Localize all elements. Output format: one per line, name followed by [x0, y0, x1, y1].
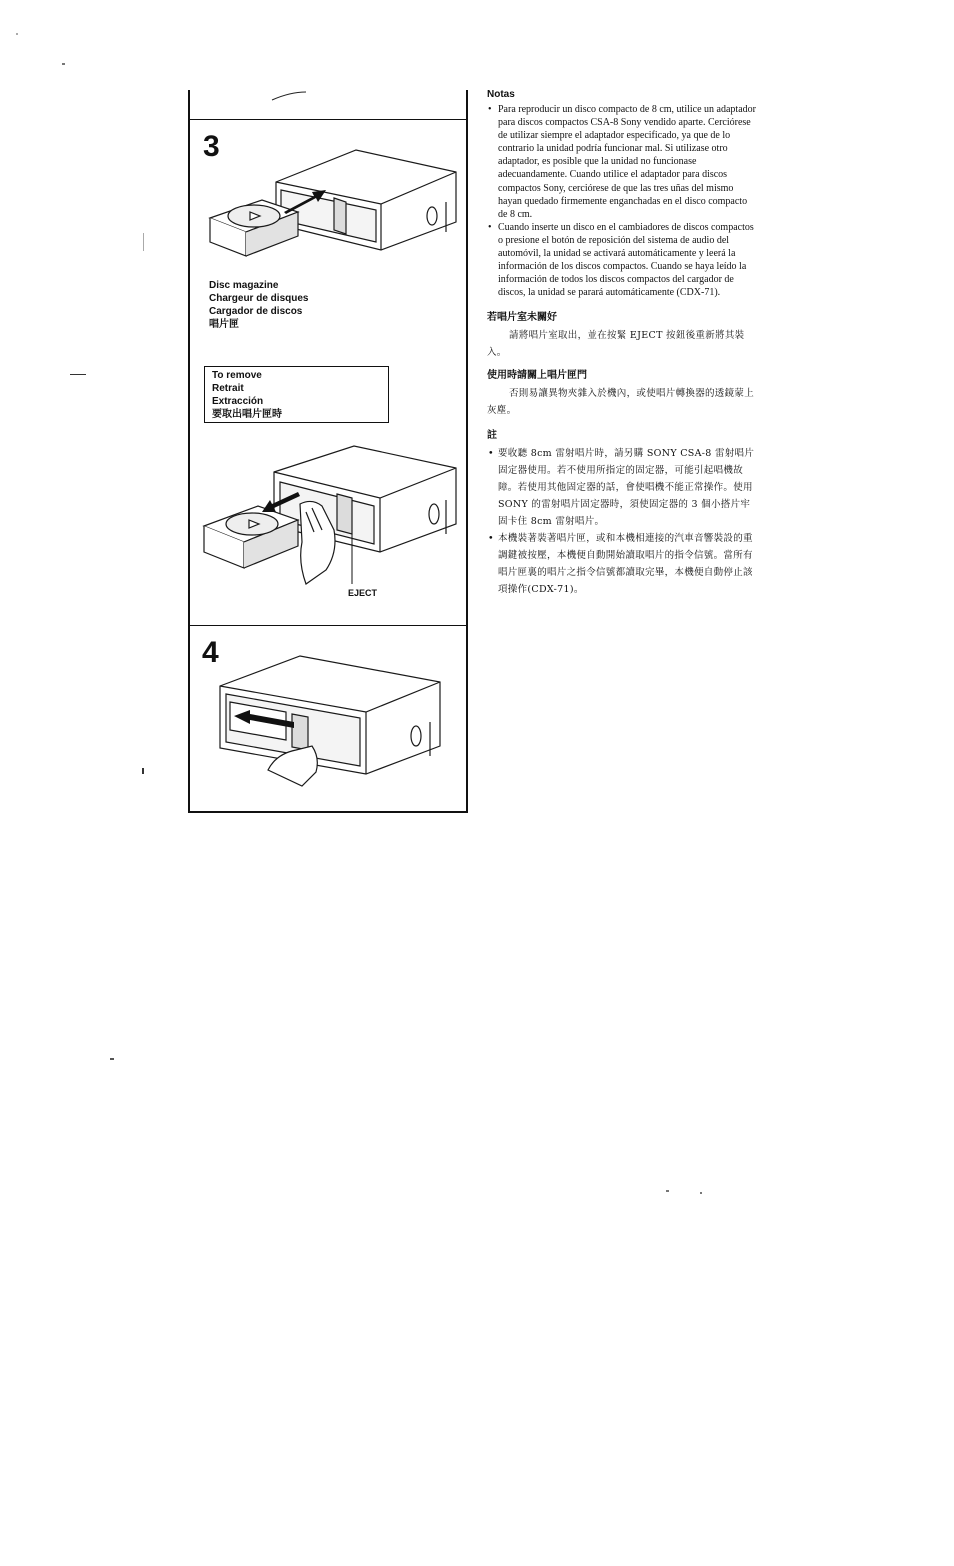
scribble-mark: [270, 90, 310, 104]
caption-line: Cargador de discos: [209, 306, 303, 317]
zh-notes-list: [487, 445, 757, 598]
scan-speck: [62, 63, 65, 65]
list-item: • 本機裝著裝著唱片匣，或和本機相連接的汽車音響裝設的重調鍵被按壓，本機便自動開始讀取唱片的指令信號。當所有唱片匣裏的唱片之指令信號都讀取完畢，本機便自動停止該項操作(CDX-71)。: [487, 530, 757, 598]
zh-paragraph-door-not-closed: 請將唱片室取出，並在按緊 EJECT 按鈕後重新將其裝入。: [487, 330, 745, 359]
step-3-number: 3: [203, 130, 220, 163]
notas-heading: Notas: [487, 89, 515, 100]
step-4-number: 4: [202, 636, 219, 669]
eject-label: EJECT: [348, 588, 378, 598]
zh-heading-close-door: 使用時請關上唱片匣門: [487, 370, 587, 382]
disc-magazine-caption: [209, 279, 308, 331]
list-item: • Cuando inserte un disco en el cambiadores de discos compactos o presione el botón de reposición del sistema de audio del automóvil, la unidad se activará automáticamente y leerá la información de los discos compactos. Cuando se haya leído la información de todos los discos compactos del cargador de discos, la unidad se parará automáticamente (CDX-71).: [487, 221, 757, 300]
scan-speck: [70, 374, 86, 375]
close-door-illustration: [216, 650, 446, 790]
caption-line: 唱片匣: [209, 319, 239, 330]
zh-paragraph-close-door: 否則易讓異物夾雜入於機內，或使唱片轉換器的透鏡蒙上灰塵。: [487, 388, 755, 417]
remove-line: To remove: [212, 370, 262, 381]
scan-speck: [666, 1190, 669, 1192]
to-remove-labels: [212, 369, 388, 421]
zh-heading-door-not-closed: 若唱片室未關好: [487, 312, 557, 324]
divider-top: [190, 119, 466, 120]
notas-list: [487, 103, 757, 299]
zh-heading-notes: 註: [487, 430, 497, 442]
scan-speck: [700, 1192, 702, 1194]
illustration-panel: [188, 90, 468, 813]
insert-magazine-illustration: [206, 142, 461, 262]
list-item: • Para reproducir un disco compacto de 8 cm, utilice un adaptador para discos compactos CSA-8 Sony vendido aparte. Cerciórese de utilizar siempre el adaptador especificado, ya que de lo contrario la unidad podría funcionar mal. Si utilizase otro adaptador, es posible que la unidad no funcionase adecuandamente. Cuando utilice el adaptador para discos compactos Sony, cerciórese de que las tres uñas del mismo hayan quedado firmemente enganchadas en el disco compacto de 8 cm.: [487, 103, 757, 221]
divider-bottom: [190, 625, 466, 626]
remove-line: Extracción: [212, 396, 264, 407]
caption-line: Disc magazine: [209, 280, 279, 291]
list-item: • 要收聽 8cm 雷射唱片時，請另購 SONY CSA-8 雷射唱片固定器使用。若不使用所指定的固定器，可能引起唱機故障。若使用其他固定器的話，會使唱機不能正常操作。使用 SONY 的雷射唱片固定器時，須使固定器的 3 個小搭片牢固卡住 8cm 雷射唱片。: [487, 445, 757, 530]
remove-line: 要取出唱片匣時: [212, 409, 282, 420]
to-remove-box: [204, 366, 389, 423]
remove-line: Retrait: [212, 383, 244, 394]
scan-speck: [16, 33, 18, 35]
eject-magazine-illustration: [202, 442, 462, 602]
scan-speck: [110, 1058, 114, 1060]
caption-line: Chargeur de disques: [209, 293, 309, 304]
scan-speck: [142, 768, 144, 774]
scan-speck: [143, 233, 144, 251]
text-column: [487, 88, 757, 598]
